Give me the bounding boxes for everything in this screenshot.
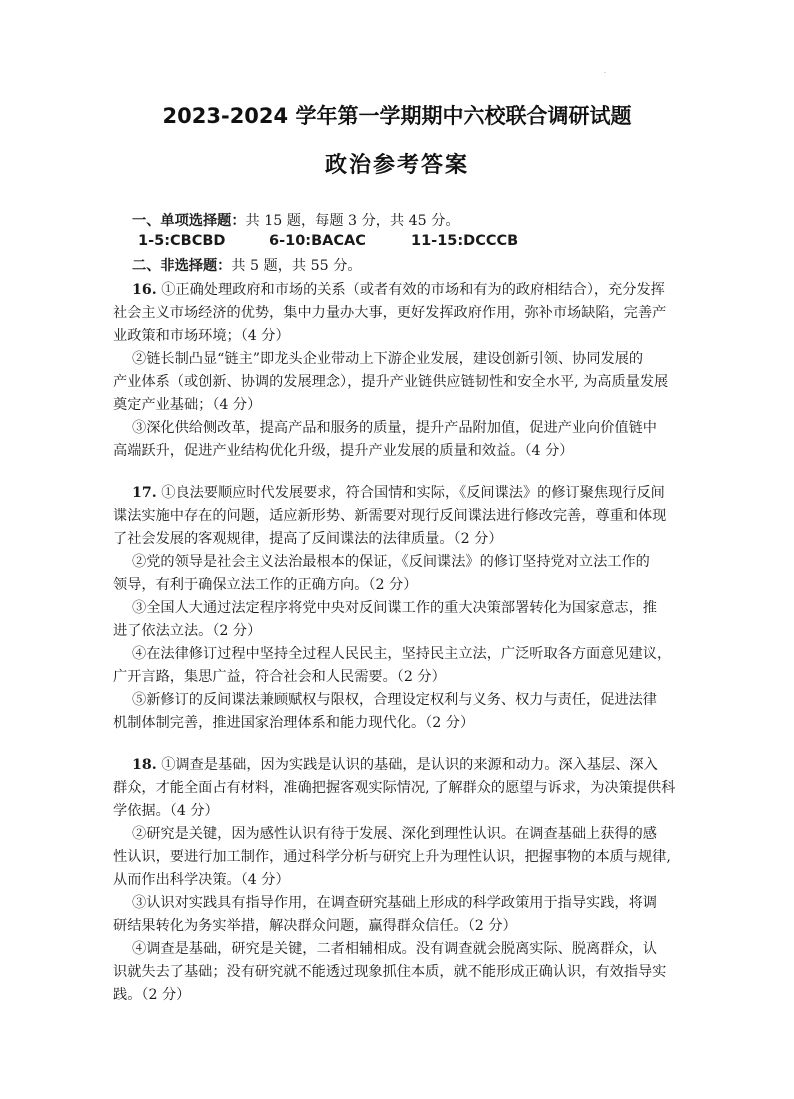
q18-line-1: [132, 754, 658, 774]
q17-line-6: ③全国人大通过法定程序将党中央对反间谍工作的重大决策部署转化为国家意志，推: [132, 600, 657, 616]
section1-heading: 一、单项选择题：: [132, 213, 246, 229]
q17-line-10: ⑤新修订的反间谍法兼顾赋权与限权，合理设定权利与义务、权力与责任，促进法律: [132, 692, 657, 708]
q18-line-4: ②研究是关键，因为感性认识有待于发展、深化到理性认识。在调查基础上获得的感: [132, 826, 657, 842]
mc-answer-3: 11-15:DCCCB: [411, 233, 519, 249]
q17-line-4: ②党的领导是社会主义法治最根本的保证，《反间谍法》的修订坚持党对立法工作的: [132, 554, 650, 570]
section2-heading: 二、非选择题：: [132, 258, 232, 274]
q18-line-6: 从而作出科学决策。（4 分）: [113, 872, 290, 888]
q18-line-10: 识就失去了基础；没有研究就不能透过现象抓住本质，就不能形成正确认识，有效指导实: [113, 964, 667, 980]
q17-number: 17.: [132, 485, 157, 501]
q17-line-8: ④在法律修订过程中坚持全过程人民民主，坚持民主立法，广泛听取各方面意见建议，: [132, 646, 672, 662]
q18-line-5: 性认识，要进行加工制作，通过科学分析与研究上升为理性认识，把握事物的本质与规律,: [113, 849, 671, 865]
q18-line-3: 学依据。（4 分）: [113, 803, 219, 819]
q18-text: ①调查是基础，因为实践是认识的基础，是认识的来源和动力。深入基层、深入: [161, 757, 658, 773]
q17-line-2: 谍法实施中存在的问题，适应新形势、新需要对现行反间谍法进行修改完善，尊重和体现: [113, 508, 667, 524]
mc-answer-2: 6-10:BACAC: [269, 233, 366, 249]
page-subtitle: 政治参考答案: [324, 153, 469, 178]
page-title: 2023-2024 学年第一学期期中六校联合调研试题: [162, 104, 632, 128]
section2-desc: 共 5 题，共 55 分。: [231, 258, 362, 274]
q16-line-5: 产业体系（或创新、协调的发展理念），提升产业链供应链韧性和安全水平, 为高质量发展: [113, 374, 669, 390]
q16-line-2: 社会主义市场经济的优势，集中力量办大事，更好发挥政府作用，弥补市场缺陷，完善产: [113, 305, 667, 321]
q16-text: ①正确处理政府和市场的关系（或者有效的市场和有为的政府相结合），充分发挥: [161, 282, 665, 298]
q16-line-6: 奠定产业基础；（4 分）: [113, 397, 262, 413]
mc-answer-1: 1-5:CBCBD: [138, 233, 226, 249]
corner-dot: ·: [604, 70, 606, 77]
q16-line-7: ③深化供给侧改革，提高产品和服务的质量，提升产品附加值，促进产业向价值链中: [132, 420, 657, 436]
q18-line-11: 践。（2 分）: [113, 987, 191, 1003]
section1-desc: 共 15 题，每题 3 分，共 45 分。: [245, 213, 460, 229]
q17-line-7: 进了依法立法。（2 分）: [113, 623, 262, 639]
q16-line-8: 高端跃升，促进产业结构优化升级，提升产业发展的质量和效益。（4 分）: [113, 443, 574, 459]
q16-line-4: ②链长制凸显“链主”即龙头企业带动上下游企业发展，建设创新引领、协同发展的: [132, 351, 644, 367]
q17-line-11: 机制体制完善，推进国家治理体系和能力现代化。（2 分）: [113, 715, 475, 731]
q17-line-1: [132, 482, 665, 502]
q17-line-5: 领导，有利于确保立法工作的正确方向。（2 分）: [113, 577, 418, 593]
q16-number: 16.: [132, 282, 157, 298]
q18-line-8: 研结果转化为务实举措，解决群众问题，赢得群众信任。（2 分）: [113, 918, 517, 934]
section2-line: [132, 255, 362, 275]
q18-number: 18.: [132, 757, 157, 773]
q18-line-9: ④调查是基础，研究是关键，二者相辅相成。没有调查就会脱离实际、脱离群众，认: [132, 941, 657, 957]
q18-line-2: 群众，才能全面占有材料，准确把握客观实际情况, 了解群众的愿望与诉求，为决策提供科: [113, 780, 676, 796]
q17-text: ①良法要顺应时代发展要求，符合国情和实际，《反间谍法》的修订聚焦现行反间: [161, 485, 665, 501]
q16-line-1: [132, 279, 665, 299]
q18-line-7: ③认识对实践具有指导作用，在调查研究基础上形成的科学政策用于指导实践，将调: [132, 895, 657, 911]
q16-line-3: 业政策和市场环境；（4 分）: [113, 328, 290, 344]
q17-line-9: 广开言路，集思广益，符合社会和人民需要。（2 分）: [113, 669, 446, 685]
section1-line: [132, 210, 460, 230]
q17-line-3: 了社会发展的客观规律，提高了反间谍法的法律质量。（2 分）: [113, 531, 503, 547]
